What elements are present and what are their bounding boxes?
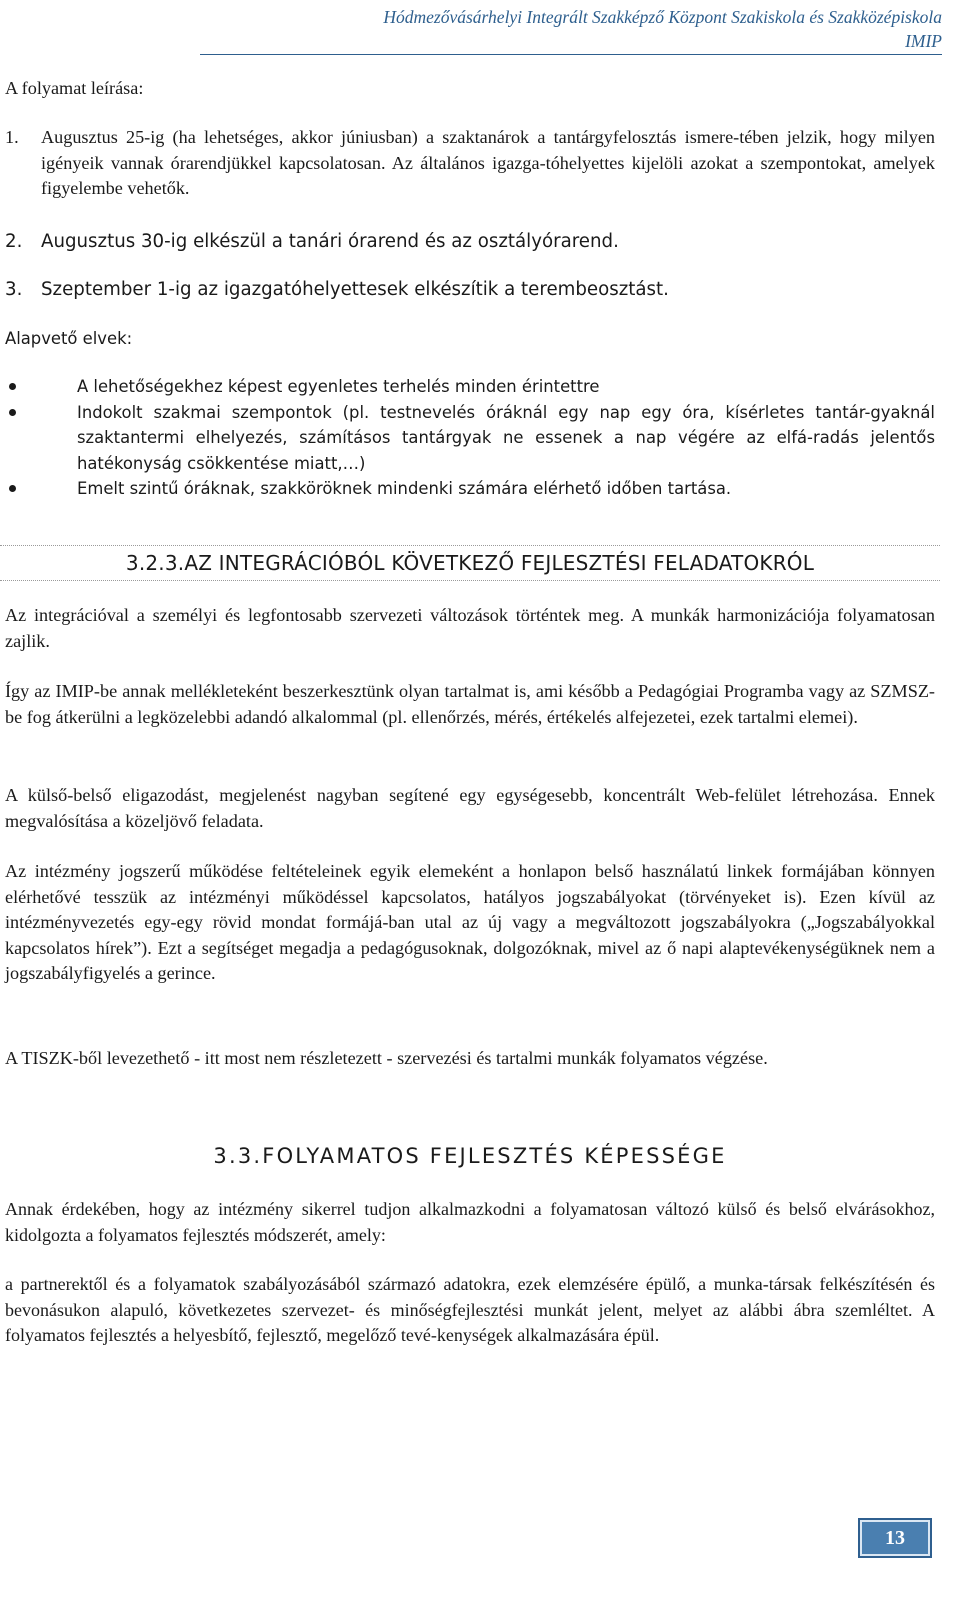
process-step: [5, 125, 935, 202]
list-item-text: Indokolt szakmai szempontok (pl. testnevelés óráknál egy nap egy óra, kísérletes tantár-gyaknál szaktantermi elhelyezés, számításos tantárgyak ne essenek a nap végére az elfá-radás jelentős hatékonyság csökkentése miatt,…): [77, 402, 935, 473]
process-step: [5, 277, 935, 303]
paragraph: [5, 679, 935, 730]
paragraph-text: Így az IMIP-be annak mellékleteként beszerkesztünk olyan tartalmat is, ami később a Pedagógiai Programba vagy az SZMSZ-be fog átkerülni a legközelebbi adandó alkalommal (pl. ellenőrzés, mérés, értékelés alfejezetei, ezek tartalmi elemei).: [5, 681, 935, 727]
paragraph: [5, 603, 935, 654]
principles-section: [5, 326, 935, 352]
paragraph-text: Az integrációval a személyi és legfontosabb szervezeti változások történtek meg. A munkák harmonizációja folyamatosan zajlik.: [5, 605, 935, 651]
process-label: A folyamat leírása:: [5, 78, 144, 98]
step-text: Augusztus 25-ig (ha lehetséges, akkor júniusban) a szaktanárok a tantárgyfelosztás ismere-tében jelzik, hogy milyen igényeik vannak órarendjükkel kapcsolatosan. Az általános igazga-tóhelyettes kijelöli azokat a szempontokat, amelyek figyelembe vehetők.: [41, 127, 935, 198]
list-item: [5, 374, 935, 400]
principles-label: Alapvető elvek:: [5, 329, 133, 348]
step-number: 3.: [5, 279, 23, 300]
header-title: Hódmezővásárhelyi Integrált Szakképző Központ Szakiskola és Szakközépiskola: [383, 7, 942, 27]
page-number-badge: 13: [858, 1518, 932, 1558]
bullet-icon: [9, 485, 16, 492]
paragraph: [5, 783, 935, 834]
section-divider: [0, 545, 940, 546]
paragraph-text: A TISZK-ből levezethető - itt most nem részletezett - szervezési és tartalmi munkák folyamatos végzése.: [5, 1048, 768, 1068]
header-subtitle: IMIP: [905, 31, 942, 51]
paragraph-text: Annak érdekében, hogy az intézmény sikerrel tudjon alkalmazkodni a folyamatosan változó külső és belső elvárásokhoz, kidolgozta a folyamatos fejlesztés módszerét, amely:: [5, 1199, 935, 1245]
section-heading-323: 3.2.3.AZ INTEGRÁCIÓBÓL KÖVETKEZŐ FEJLESZTÉSI FELADATOKRÓL: [125, 551, 815, 575]
list-item: [5, 476, 935, 502]
paragraph: [5, 859, 935, 987]
bullet-icon: [9, 409, 16, 416]
page-header: [200, 5, 942, 55]
paragraph-text: A külső-belső eligazodást, megjelenést nagyban segítené egy egységesebb, koncentrált Web-felület létrehozása. Ennek megvalósítása a közeljövő feladata.: [5, 785, 935, 831]
process-section: [5, 76, 935, 102]
list-item: [5, 400, 935, 477]
paragraph-text: a partnerektől és a folyamatok szabályozásából származó adatokra, ezek elemzésére épülő, a munka-társak felkészítésén és bevonásukon alapuló, következetes szervezet- és minőségfejlesztési munkát jelent, melyet az alábbi ábra szemléltet. A folyamatos fejlesztés a helyesbítő, fejlesztő, megelőző tevé-kenységek alkalmazására épül.: [5, 1274, 935, 1345]
step-number: 1.: [5, 127, 19, 147]
paragraph-text: Az intézmény jogszerű működése feltételeinek egyik elemeként a honlapon belső használatú linkek formájában könnyen elérhetővé tesszük az intézményi működéssel kapcsolatos, hatályos jogszabályokat (törvényeket is). Ezen kívül az intézményvezetés egy-egy rövid mondat formájá-ban utal az új vagy a megváltozott jogszabályokra („Jogszabályokkal kapcsolatos hírek”). Ezt a segítséget megadja a pedagógusoknak, dolgozóknak, mivel az ő napi alaptevékenységüknek nem a jogszabályfigyelés a gerince.: [5, 861, 935, 983]
bullet-icon: [9, 383, 16, 390]
step-number: 2.: [5, 231, 23, 252]
section-divider: [0, 580, 940, 581]
step-text: Szeptember 1-ig az igazgatóhelyettesek elkészítik a terembeosztást.: [41, 279, 669, 300]
paragraph: [5, 1272, 935, 1349]
step-text: Augusztus 30-ig elkészül a tanári órarend és az osztályórarend.: [41, 231, 619, 252]
paragraph: [5, 1197, 935, 1248]
principles-list: [5, 374, 935, 502]
list-item-text: A lehetőségekhez képest egyenletes terhelés minden érintettre: [77, 377, 600, 396]
list-item-text: Emelt szintű óráknak, szakköröknek mindenki számára elérhető időben tartása.: [77, 479, 732, 498]
process-step: [5, 229, 935, 255]
paragraph: [5, 1046, 935, 1072]
section-heading-33: 3.3.FOLYAMATOS FEJLESZTÉS KÉPESSÉGE: [213, 1144, 727, 1168]
